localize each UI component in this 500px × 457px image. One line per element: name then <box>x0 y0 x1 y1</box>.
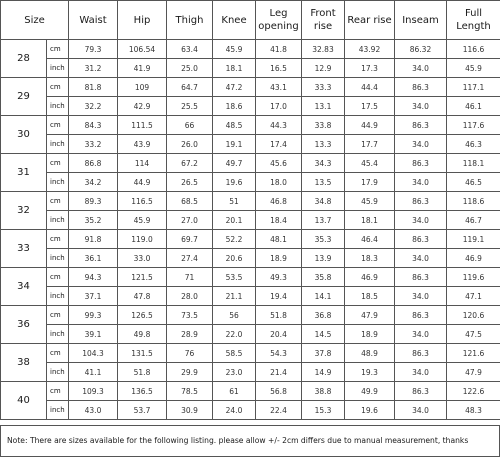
table-cell: 76 <box>167 344 213 363</box>
table-row <box>1 211 500 230</box>
size-label: 28 <box>1 40 47 78</box>
table-cell: 86.3 <box>395 154 447 173</box>
table-cell: 19.3 <box>345 363 395 382</box>
table-cell: 121.6 <box>447 344 500 363</box>
header-size: Size <box>1 1 69 40</box>
header-rear-rise: Rear rise <box>345 1 395 40</box>
table-cell: 18.0 <box>256 173 302 192</box>
table-cell: 17.3 <box>345 59 395 78</box>
table-cell: 39.1 <box>69 325 118 344</box>
table-cell: 19.6 <box>345 401 395 420</box>
table-row <box>1 249 500 268</box>
table-cell: 34.0 <box>395 249 447 268</box>
header-leg-opening: Leg opening <box>256 1 302 40</box>
table-row <box>1 173 500 192</box>
table-cell: 86.3 <box>395 78 447 97</box>
header-row <box>1 1 500 40</box>
table-cell: 45.4 <box>345 154 395 173</box>
header-hip: Hip <box>118 1 167 40</box>
table-cell: 12.9 <box>302 59 345 78</box>
table-cell: 28.9 <box>167 325 213 344</box>
table-cell: 13.3 <box>302 135 345 154</box>
table-cell: 18.1 <box>345 211 395 230</box>
table-row <box>1 230 500 249</box>
size-label: 33 <box>1 230 47 268</box>
table-cell: 13.7 <box>302 211 345 230</box>
table-cell: 37.1 <box>69 287 118 306</box>
table-cell: 48.9 <box>345 344 395 363</box>
table-cell: 19.4 <box>256 287 302 306</box>
table-cell: 47.2 <box>213 78 256 97</box>
unit-label-inch: inch <box>47 135 69 154</box>
table-cell: 34.0 <box>395 97 447 116</box>
table-cell: 14.9 <box>302 363 345 382</box>
header-knee: Knee <box>213 1 256 40</box>
table-row <box>1 287 500 306</box>
table-cell: 34.8 <box>302 192 345 211</box>
table-cell: 15.3 <box>302 401 345 420</box>
table-cell: 114 <box>118 154 167 173</box>
table-cell: 46.7 <box>447 211 500 230</box>
table-cell: 23.0 <box>213 363 256 382</box>
table-cell: 45.9 <box>447 59 500 78</box>
table-cell: 31.2 <box>69 59 118 78</box>
table-cell: 56 <box>213 306 256 325</box>
table-cell: 46.9 <box>345 268 395 287</box>
table-cell: 19.1 <box>213 135 256 154</box>
table-cell: 21.4 <box>256 363 302 382</box>
table-cell: 18.4 <box>256 211 302 230</box>
table-row <box>1 40 500 59</box>
table-cell: 118.6 <box>447 192 500 211</box>
header-full-length: Full Length <box>447 1 500 40</box>
unit-label-inch: inch <box>47 211 69 230</box>
size-label: 29 <box>1 78 47 116</box>
table-row <box>1 401 500 420</box>
table-cell: 42.9 <box>118 97 167 116</box>
table-cell: 34.0 <box>395 211 447 230</box>
table-cell: 81.8 <box>69 78 118 97</box>
table-cell: 16.5 <box>256 59 302 78</box>
table-cell: 44.3 <box>256 116 302 135</box>
header-thigh: Thigh <box>167 1 213 40</box>
table-cell: 106.54 <box>118 40 167 59</box>
size-label: 36 <box>1 306 47 344</box>
table-row <box>1 192 500 211</box>
table-cell: 117.1 <box>447 78 500 97</box>
table-row <box>1 78 500 97</box>
table-cell: 48.1 <box>256 230 302 249</box>
table-cell: 64.7 <box>167 78 213 97</box>
table-cell: 32.83 <box>302 40 345 59</box>
table-cell: 24.0 <box>213 401 256 420</box>
unit-label-inch: inch <box>47 325 69 344</box>
table-cell: 43.9 <box>118 135 167 154</box>
unit-label-cm: cm <box>47 192 69 211</box>
table-cell: 18.9 <box>256 249 302 268</box>
table-cell: 47.5 <box>447 325 500 344</box>
table-cell: 47.1 <box>447 287 500 306</box>
table-cell: 49.3 <box>256 268 302 287</box>
table-cell: 37.8 <box>302 344 345 363</box>
table-cell: 34.0 <box>395 363 447 382</box>
table-cell: 58.5 <box>213 344 256 363</box>
table-cell: 34.0 <box>395 325 447 344</box>
table-cell: 86.8 <box>69 154 118 173</box>
table-cell: 33.3 <box>302 78 345 97</box>
table-cell: 49.9 <box>345 382 395 401</box>
table-cell: 20.6 <box>213 249 256 268</box>
table-cell: 34.0 <box>395 401 447 420</box>
unit-label-cm: cm <box>47 40 69 59</box>
table-cell: 17.0 <box>256 97 302 116</box>
table-cell: 51 <box>213 192 256 211</box>
table-cell: 46.5 <box>447 173 500 192</box>
table-cell: 46.4 <box>345 230 395 249</box>
table-cell: 29.9 <box>167 363 213 382</box>
table-cell: 47.9 <box>447 363 500 382</box>
table-cell: 118.1 <box>447 154 500 173</box>
table-cell: 17.9 <box>345 173 395 192</box>
table-cell: 22.4 <box>256 401 302 420</box>
unit-label-cm: cm <box>47 78 69 97</box>
table-cell: 44.4 <box>345 78 395 97</box>
table-cell: 47.8 <box>118 287 167 306</box>
table-cell: 53.7 <box>118 401 167 420</box>
table-cell: 41.9 <box>118 59 167 78</box>
table-cell: 28.0 <box>167 287 213 306</box>
header-inseam: Inseam <box>395 1 447 40</box>
table-row <box>1 268 500 287</box>
table-cell: 43.1 <box>256 78 302 97</box>
table-cell: 44.9 <box>345 116 395 135</box>
table-cell: 71 <box>167 268 213 287</box>
table-row <box>1 97 500 116</box>
measurement-note: Note: There are sizes available for the following listing. please allow +/- 2cm differs due to manual measurement, thanks <box>0 425 500 457</box>
table-row <box>1 344 500 363</box>
table-cell: 86.32 <box>395 40 447 59</box>
table-cell: 46.3 <box>447 135 500 154</box>
table-cell: 20.1 <box>213 211 256 230</box>
table-row <box>1 382 500 401</box>
unit-label-cm: cm <box>47 306 69 325</box>
table-cell: 104.3 <box>69 344 118 363</box>
table-cell: 69.7 <box>167 230 213 249</box>
table-cell: 49.8 <box>118 325 167 344</box>
table-cell: 18.5 <box>345 287 395 306</box>
table-cell: 17.5 <box>345 97 395 116</box>
table-cell: 54.3 <box>256 344 302 363</box>
table-cell: 136.5 <box>118 382 167 401</box>
size-label: 31 <box>1 154 47 192</box>
table-cell: 48.3 <box>447 401 500 420</box>
table-cell: 35.3 <box>302 230 345 249</box>
table-cell: 34.0 <box>395 173 447 192</box>
table-cell: 84.3 <box>69 116 118 135</box>
table-cell: 61 <box>213 382 256 401</box>
table-cell: 25.0 <box>167 59 213 78</box>
table-cell: 51.8 <box>118 363 167 382</box>
size-label: 38 <box>1 344 47 382</box>
table-cell: 63.4 <box>167 40 213 59</box>
table-cell: 46.8 <box>256 192 302 211</box>
table-cell: 17.7 <box>345 135 395 154</box>
table-cell: 46.1 <box>447 97 500 116</box>
table-cell: 33.2 <box>69 135 118 154</box>
size-label: 30 <box>1 116 47 154</box>
table-cell: 26.0 <box>167 135 213 154</box>
table-cell: 86.3 <box>395 382 447 401</box>
table-row <box>1 135 500 154</box>
table-cell: 21.1 <box>213 287 256 306</box>
unit-label-inch: inch <box>47 97 69 116</box>
table-cell: 18.9 <box>345 325 395 344</box>
table-row <box>1 325 500 344</box>
table-cell: 33.8 <box>302 116 345 135</box>
table-cell: 119.1 <box>447 230 500 249</box>
table-cell: 18.3 <box>345 249 395 268</box>
unit-label-inch: inch <box>47 59 69 78</box>
table-cell: 52.2 <box>213 230 256 249</box>
table-cell: 109 <box>118 78 167 97</box>
table-cell: 14.1 <box>302 287 345 306</box>
unit-label-cm: cm <box>47 344 69 363</box>
table-cell: 43.92 <box>345 40 395 59</box>
table-cell: 68.5 <box>167 192 213 211</box>
table-cell: 34.0 <box>395 135 447 154</box>
table-cell: 17.4 <box>256 135 302 154</box>
table-cell: 56.8 <box>256 382 302 401</box>
table-cell: 20.4 <box>256 325 302 344</box>
table-row <box>1 154 500 173</box>
table-cell: 19.6 <box>213 173 256 192</box>
table-cell: 36.1 <box>69 249 118 268</box>
table-cell: 34.3 <box>302 154 345 173</box>
table-cell: 86.3 <box>395 230 447 249</box>
table-cell: 25.5 <box>167 97 213 116</box>
size-label: 40 <box>1 382 47 420</box>
table-cell: 36.8 <box>302 306 345 325</box>
table-row <box>1 306 500 325</box>
table-cell: 86.3 <box>395 116 447 135</box>
size-label: 32 <box>1 192 47 230</box>
table-cell: 27.0 <box>167 211 213 230</box>
table-cell: 27.4 <box>167 249 213 268</box>
table-cell: 14.5 <box>302 325 345 344</box>
size-chart-body <box>1 40 500 420</box>
table-row <box>1 59 500 78</box>
table-cell: 79.3 <box>69 40 118 59</box>
table-cell: 43.0 <box>69 401 118 420</box>
table-cell: 18.1 <box>213 59 256 78</box>
table-cell: 86.3 <box>395 344 447 363</box>
table-cell: 49.7 <box>213 154 256 173</box>
table-cell: 91.8 <box>69 230 118 249</box>
table-cell: 13.9 <box>302 249 345 268</box>
table-cell: 45.9 <box>118 211 167 230</box>
table-cell: 121.5 <box>118 268 167 287</box>
table-cell: 86.3 <box>395 192 447 211</box>
table-cell: 41.1 <box>69 363 118 382</box>
table-cell: 122.6 <box>447 382 500 401</box>
table-cell: 116.6 <box>447 40 500 59</box>
table-cell: 117.6 <box>447 116 500 135</box>
table-cell: 89.3 <box>69 192 118 211</box>
table-cell: 94.3 <box>69 268 118 287</box>
table-cell: 66 <box>167 116 213 135</box>
table-cell: 120.6 <box>447 306 500 325</box>
table-cell: 51.8 <box>256 306 302 325</box>
unit-label-inch: inch <box>47 287 69 306</box>
table-cell: 78.5 <box>167 382 213 401</box>
header-waist: Waist <box>69 1 118 40</box>
table-cell: 33.0 <box>118 249 167 268</box>
table-cell: 45.9 <box>213 40 256 59</box>
table-cell: 109.3 <box>69 382 118 401</box>
table-cell: 35.2 <box>69 211 118 230</box>
table-cell: 22.0 <box>213 325 256 344</box>
table-cell: 86.3 <box>395 268 447 287</box>
table-cell: 99.3 <box>69 306 118 325</box>
table-cell: 119.6 <box>447 268 500 287</box>
table-cell: 46.9 <box>447 249 500 268</box>
table-cell: 34.2 <box>69 173 118 192</box>
unit-label-cm: cm <box>47 154 69 173</box>
unit-label-cm: cm <box>47 116 69 135</box>
table-row <box>1 363 500 382</box>
table-cell: 41.8 <box>256 40 302 59</box>
table-cell: 44.9 <box>118 173 167 192</box>
unit-label-inch: inch <box>47 363 69 382</box>
table-cell: 73.5 <box>167 306 213 325</box>
table-cell: 116.5 <box>118 192 167 211</box>
table-cell: 131.5 <box>118 344 167 363</box>
table-cell: 34.0 <box>395 59 447 78</box>
table-cell: 26.5 <box>167 173 213 192</box>
size-label: 34 <box>1 268 47 306</box>
table-cell: 13.1 <box>302 97 345 116</box>
table-cell: 45.9 <box>345 192 395 211</box>
table-cell: 30.9 <box>167 401 213 420</box>
table-cell: 119.0 <box>118 230 167 249</box>
table-cell: 111.5 <box>118 116 167 135</box>
table-cell: 47.9 <box>345 306 395 325</box>
table-cell: 67.2 <box>167 154 213 173</box>
unit-label-cm: cm <box>47 230 69 249</box>
unit-label-cm: cm <box>47 382 69 401</box>
table-cell: 34.0 <box>395 287 447 306</box>
header-front-rise: Front rise <box>302 1 345 40</box>
table-row <box>1 116 500 135</box>
unit-label-inch: inch <box>47 401 69 420</box>
table-cell: 126.5 <box>118 306 167 325</box>
table-cell: 86.3 <box>395 306 447 325</box>
table-cell: 13.5 <box>302 173 345 192</box>
table-cell: 38.8 <box>302 382 345 401</box>
unit-label-inch: inch <box>47 173 69 192</box>
table-cell: 32.2 <box>69 97 118 116</box>
table-cell: 18.6 <box>213 97 256 116</box>
table-cell: 53.5 <box>213 268 256 287</box>
unit-label-cm: cm <box>47 268 69 287</box>
table-cell: 48.5 <box>213 116 256 135</box>
unit-label-inch: inch <box>47 249 69 268</box>
table-cell: 45.6 <box>256 154 302 173</box>
table-cell: 35.8 <box>302 268 345 287</box>
